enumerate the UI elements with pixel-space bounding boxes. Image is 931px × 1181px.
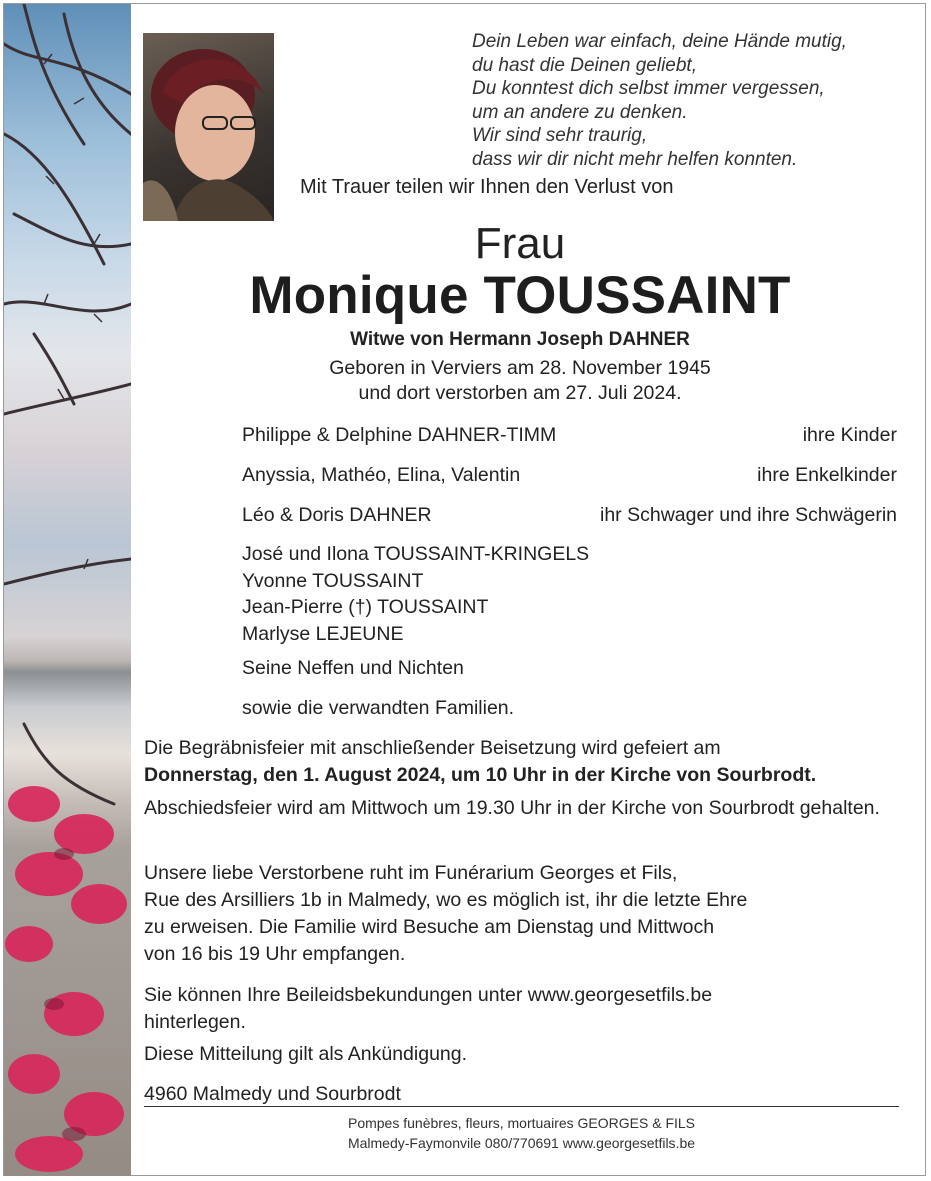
sibling: Jean-Pierre (†) TOUSSAINT	[242, 596, 489, 618]
condolences-info	[144, 982, 898, 1036]
nephews-nieces: Seine Neffen und Nichten	[242, 657, 464, 679]
sibling: Yvonne TOUSSAINT	[242, 570, 424, 592]
sibling: José und Ilona TOUSSAINT-KRINGELS	[242, 543, 590, 565]
portrait-photo	[143, 33, 274, 221]
funeral-line: Die Begräbnisfeier mit anschließender Beisetzung wird gefeiert am	[144, 737, 721, 759]
branches-and-flowers-image	[4, 4, 131, 1176]
relatives: sowie die verwandten Familien.	[242, 697, 515, 719]
family-names: Philippe & Delphine DAHNER-TIMM	[242, 424, 557, 446]
poem-line: du hast die Deinen geliebt,	[472, 54, 697, 76]
poem-line: Wir sind sehr traurig,	[472, 125, 648, 146]
footer-line: Pompes funèbres, fleurs, mortuaires GEORGES & FILS	[347, 1115, 696, 1131]
intro-text: Mit Trauer teilen wir Ihnen den Verlust von	[300, 176, 674, 198]
death-info: und dort verstorben am 27. Juli 2024.	[358, 382, 682, 404]
family-relation: ihre Enkelkinder	[757, 464, 897, 486]
funerarium-line: Unsere liebe Verstorbene ruht im Funérarium Georges et Fils,	[144, 862, 678, 884]
family-names: Anyssia, Mathéo, Elina, Valentin	[242, 464, 521, 486]
widow-of: Witwe von Hermann Joseph DAHNER	[350, 329, 690, 350]
funeral-date: Donnerstag, den 1. August 2024, um 10 Uhr in der Kirche von Sourbrodt.	[144, 764, 817, 786]
poem-line: dass wir dir nicht mehr helfen konnten.	[472, 148, 798, 170]
family-relation: ihre Kinder	[802, 424, 897, 446]
side-photo	[4, 4, 131, 1176]
sibling: Marlyse LEJEUNE	[242, 623, 404, 645]
funerarium-line: von 16 bis 19 Uhr empfangen.	[144, 943, 406, 965]
footer-divider	[144, 1106, 899, 1107]
poem-line: Dein Leben war einfach, deine Hände mutig,	[472, 31, 847, 52]
poem-line: um an andere zu denken.	[472, 101, 688, 123]
poem	[472, 30, 912, 171]
footer-line: Malmedy-Faymonvile 080/770691 www.georgesetfils.be	[347, 1135, 696, 1151]
funerarium-line: zu erweisen. Die Familie wird Besuche am Dienstag und Mittwoch	[144, 916, 715, 938]
funerarium-info	[144, 860, 898, 968]
funeral-info	[144, 735, 898, 789]
notice-text: Diese Mitteilung gilt als Ankündigung.	[144, 1043, 468, 1065]
family-relation: ihr Schwager und ihre Schwägerin	[600, 504, 897, 526]
condolences-line: hinterlegen.	[144, 1011, 246, 1033]
salutation: Frau	[474, 219, 566, 268]
deceased-name: Monique TOUSSAINT	[249, 266, 791, 325]
condolences-line: Sie können Ihre Beileidsbekundungen unter www.georgesetfils.be	[144, 984, 713, 1006]
birth-info: Geboren in Verviers am 28. November 1945	[329, 357, 711, 379]
farewell-info: Abschiedsfeier wird am Mittwoch um 19.30 Uhr in der Kirche von Sourbrodt gehalten.	[144, 797, 880, 819]
place-text: 4960 Malmedy und Sourbrodt	[144, 1083, 401, 1105]
poem-line: Du konntest dich selbst immer vergessen,	[472, 78, 825, 99]
funerarium-line: Rue des Arsilliers 1b in Malmedy, wo es möglich ist, ihr die letzte Ehre	[144, 889, 748, 911]
family-names: Léo & Doris DAHNER	[242, 504, 432, 526]
